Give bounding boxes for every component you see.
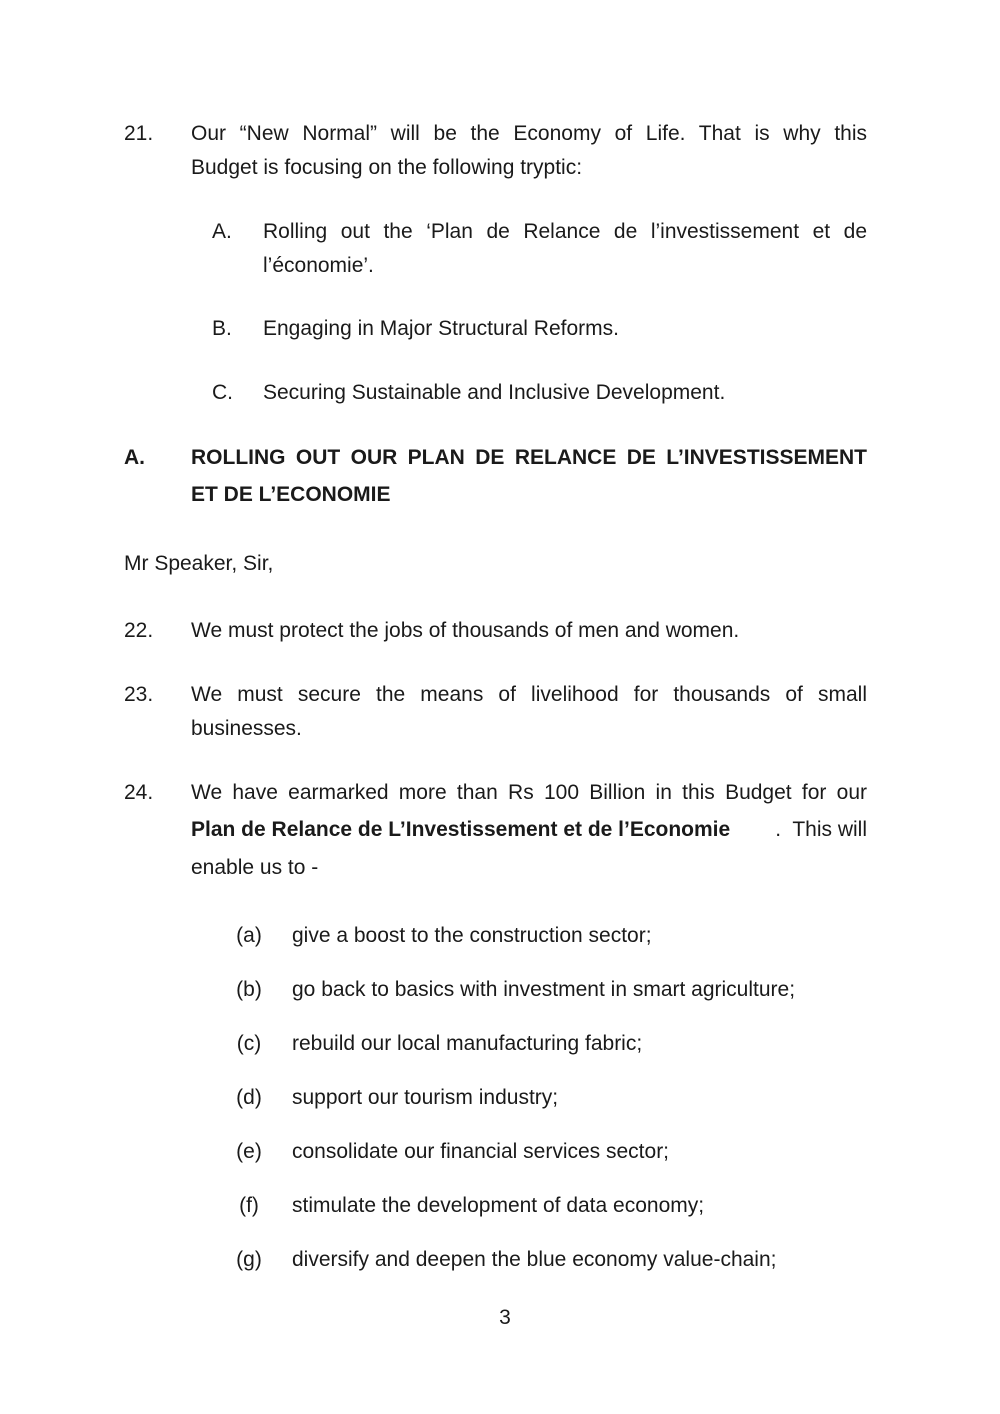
tryptic-item-a-line-1: Rolling out the ‘Plan de Relance de l’investissement et de — [263, 220, 867, 243]
paragraph-22-text: We must protect the jobs of thousands of men and women. — [191, 619, 740, 642]
paragraph-23-line-2: businesses. — [191, 717, 302, 740]
paragraph-number-21: 21. — [124, 122, 154, 145]
list-item-text: go back to basics with investment in smart agriculture; — [292, 978, 796, 1001]
list-item-text: give a boost to the construction sector; — [292, 924, 652, 947]
paragraph-24-line-2 — [191, 818, 867, 842]
plan-name-bold: Plan de Relance de L’Investissement et de l’Economie — [191, 818, 731, 841]
tryptic-item-b: Engaging in Major Structural Reforms. — [263, 317, 619, 340]
tryptic-letter-c: C. — [212, 381, 233, 404]
paragraph-number-23: 23. — [124, 683, 154, 706]
paragraph-number-24: 24. — [124, 781, 154, 804]
tryptic-item-a-line-2: l’économie’. — [263, 254, 374, 277]
list-item-label: (a) — [236, 924, 262, 947]
list-item-label: (d) — [236, 1086, 262, 1109]
tryptic-item-c: Securing Sustainable and Inclusive Development. — [263, 381, 726, 404]
list-item-text: consolidate our financial services sector; — [292, 1140, 670, 1163]
paragraph-24-line-3: enable us to - — [191, 856, 319, 879]
section-heading-line-1: ROLLING OUT OUR PLAN DE RELANCE DE L’INVESTISSEMENT — [191, 446, 867, 469]
list-item-label: (c) — [236, 1032, 262, 1055]
paragraph-23-line-1: We must secure the means of livelihood for thousands of small — [191, 683, 867, 706]
page-number: 3 — [499, 1306, 511, 1329]
tryptic-letter-b: B. — [212, 317, 232, 340]
tryptic-letter-a: A. — [212, 220, 232, 243]
list-item-text: stimulate the development of data economy; — [292, 1194, 705, 1217]
salutation: Mr Speaker, Sir, — [124, 552, 274, 575]
list-item-text: diversify and deepen the blue economy value-chain; — [292, 1248, 777, 1271]
list-item-label: (b) — [236, 978, 262, 1001]
list-item-text: support our tourism industry; — [292, 1086, 559, 1109]
list-item-label: (f) — [239, 1194, 259, 1217]
section-heading-line-2: ET DE L’ECONOMIE — [191, 483, 391, 506]
list-item-label: (g) — [236, 1248, 262, 1271]
paragraph-number-22: 22. — [124, 619, 154, 642]
paragraph-21-line-1: Our “New Normal” will be the Economy of Life. That is why this — [191, 122, 867, 145]
section-letter: A. — [124, 446, 145, 469]
paragraph-21-line-2: Budget is focusing on the following tryptic: — [191, 156, 583, 179]
list-item-text: rebuild our local manufacturing fabric; — [292, 1032, 643, 1055]
paragraph-24-line-2-rest: . This will — [775, 818, 867, 841]
paragraph-24-line-1: We have earmarked more than Rs 100 Billion in this Budget for our — [191, 781, 867, 804]
list-item-label: (e) — [236, 1140, 262, 1163]
